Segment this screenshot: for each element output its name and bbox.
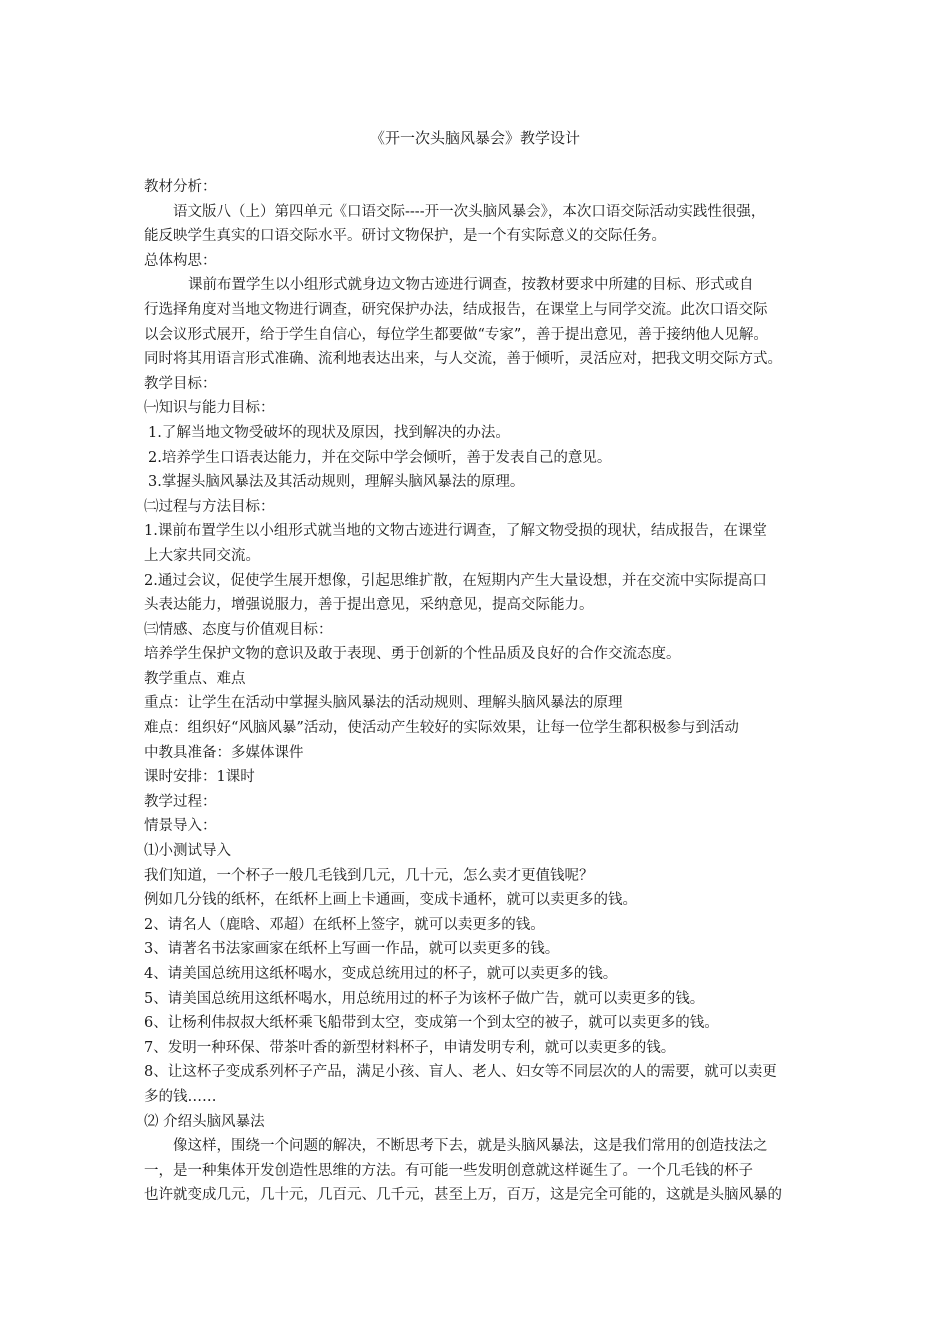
text-line: 难点：组织好“风脑风暴”活动，使活动产生较好的实际效果，让每一位学生都积极参与到活动	[144, 720, 739, 737]
text-line: 1.了解当地文物受破坏的现状及原因，找到解决的办法。	[148, 424, 510, 441]
text-line: 课前布置学生以小组形式就身边文物古迹进行调查，按教材要求中所建的目标、形式或自	[188, 277, 754, 294]
text-line: ㈡过程与方法目标：	[144, 498, 275, 515]
text-line: 行选择角度对当地文物进行调查，研究保护办法，结成报告，在课堂上与同学交流。此次口语交际	[144, 301, 768, 318]
text-line: 一，是一种集体开发创造性思维的方法。有可能一些发明创意就这样诞生了。一个几毛钱的杯子	[144, 1162, 753, 1179]
text-line: ⑵ 介绍头脑风暴法	[144, 1113, 265, 1130]
text-line: ⑴小测试导入	[144, 843, 231, 860]
text-line: 上大家共同交流。	[144, 547, 260, 564]
text-line: 重点：让学生在活动中掌握头脑风暴法的活动规则、理解头脑风暴法的原理	[144, 695, 623, 712]
text-line: 教学重点、难点	[144, 670, 246, 687]
text-line: 6、让杨利伟叔叔大纸杯乘飞船带到太空，变成第一个到太空的被子，就可以卖更多的钱。	[144, 1015, 719, 1032]
text-line: 2、请名人（鹿晗、邓超）在纸杯上签字，就可以卖更多的钱。	[144, 916, 545, 933]
text-line: 8、让这杯子变成系列杯子产品，满足小孩、盲人、老人、妇女等不同层次的人的需要，就可以卖更	[144, 1064, 777, 1081]
text-line: 教材分析：	[144, 179, 217, 195]
text-line: 情景导入：	[144, 818, 217, 835]
text-line: 3、请著名书法家画家在纸杯上写画一作品，就可以卖更多的钱。	[144, 941, 560, 958]
text-line: 能反映学生真实的口语交际水平。研讨文物保护，是一个有实际意义的交际任务。	[144, 228, 666, 245]
text-line: 语文版八（上）第四单元《口语交际----开一次头脑风暴会》，本次口语交际活动实践性很强，	[173, 203, 766, 220]
text-line: 多的钱……	[144, 1088, 217, 1105]
document-title: 《开一次头脑风暴会》教学设计	[369, 129, 580, 147]
text-line: 像这样，围绕一个问题的解决，不断思考下去，就是头脑风暴法，这是我们常用的创造技法之	[173, 1138, 768, 1155]
text-line: 课时安排：1课时	[144, 769, 255, 786]
text-line: 教学目标：	[144, 375, 217, 392]
text-line: 同时将其用语言形式准确、流利地表达出来，与人交流，善于倾听，灵活应对，把我文明交际方式。	[144, 351, 782, 368]
text-line: 例如几分钱的纸杯，在纸杯上画上卡通画，变成卡通杯，就可以卖更多的钱。	[144, 892, 637, 909]
text-line: ㈢情感、态度与价值观目标：	[144, 621, 333, 638]
text-line: 1.课前布置学生以小组形式就当地的文物古迹进行调查，了解文物受损的现状，结成报告，在课堂	[144, 523, 767, 540]
text-line: 2.培养学生口语表达能力，并在交际中学会倾听，善于发表自己的意见。	[148, 449, 612, 466]
text-line: ㈠知识与能力目标：	[144, 400, 275, 417]
text-line: 3.掌握头脑风暴法及其活动规则，理解头脑风暴法的原理。	[148, 474, 525, 491]
text-line: 7、发明一种环保、带茶叶香的新型材料杯子，申请发明专利，就可以卖更多的钱。	[144, 1039, 676, 1056]
text-line: 中教具准备：多媒体课件	[144, 744, 304, 761]
text-line: 培养学生保护文物的意识及敢于表现、勇于创新的个性品质及良好的合作交流态度。	[144, 646, 681, 663]
text-line: 2.通过会议，促使学生展开想像，引起思维扩散，在短期内产生大量设想，并在交流中实际提高口	[144, 572, 767, 589]
text-line: 我们知道，一个杯子一般几毛钱到几元，几十元，怎么卖才更值钱呢？	[144, 867, 594, 884]
text-line: 总体构思：	[144, 252, 217, 269]
text-line: 5、请美国总统用这纸杯喝水，用总统用过的杯子为该杯子做广告，就可以卖更多的钱。	[144, 990, 705, 1007]
text-line: 头表达能力，增强说服力，善于提出意见，采纳意见，提高交际能力。	[144, 597, 594, 614]
document-body	[144, 175, 812, 1208]
text-line: 4、请美国总统用这纸杯喝水，变成总统用过的杯子，就可以卖更多的钱。	[144, 966, 618, 982]
text-line: 教学过程：	[144, 793, 217, 810]
text-line: 以会议形式展开，给于学生自信心，每位学生都要做“专家”，善于提出意见，善于接纳他人见解。	[144, 326, 768, 343]
text-line: 也许就变成几元，几十元，几百元、几千元，甚至上万，百万，这是完全可能的，这就是头脑风暴的	[144, 1187, 782, 1204]
